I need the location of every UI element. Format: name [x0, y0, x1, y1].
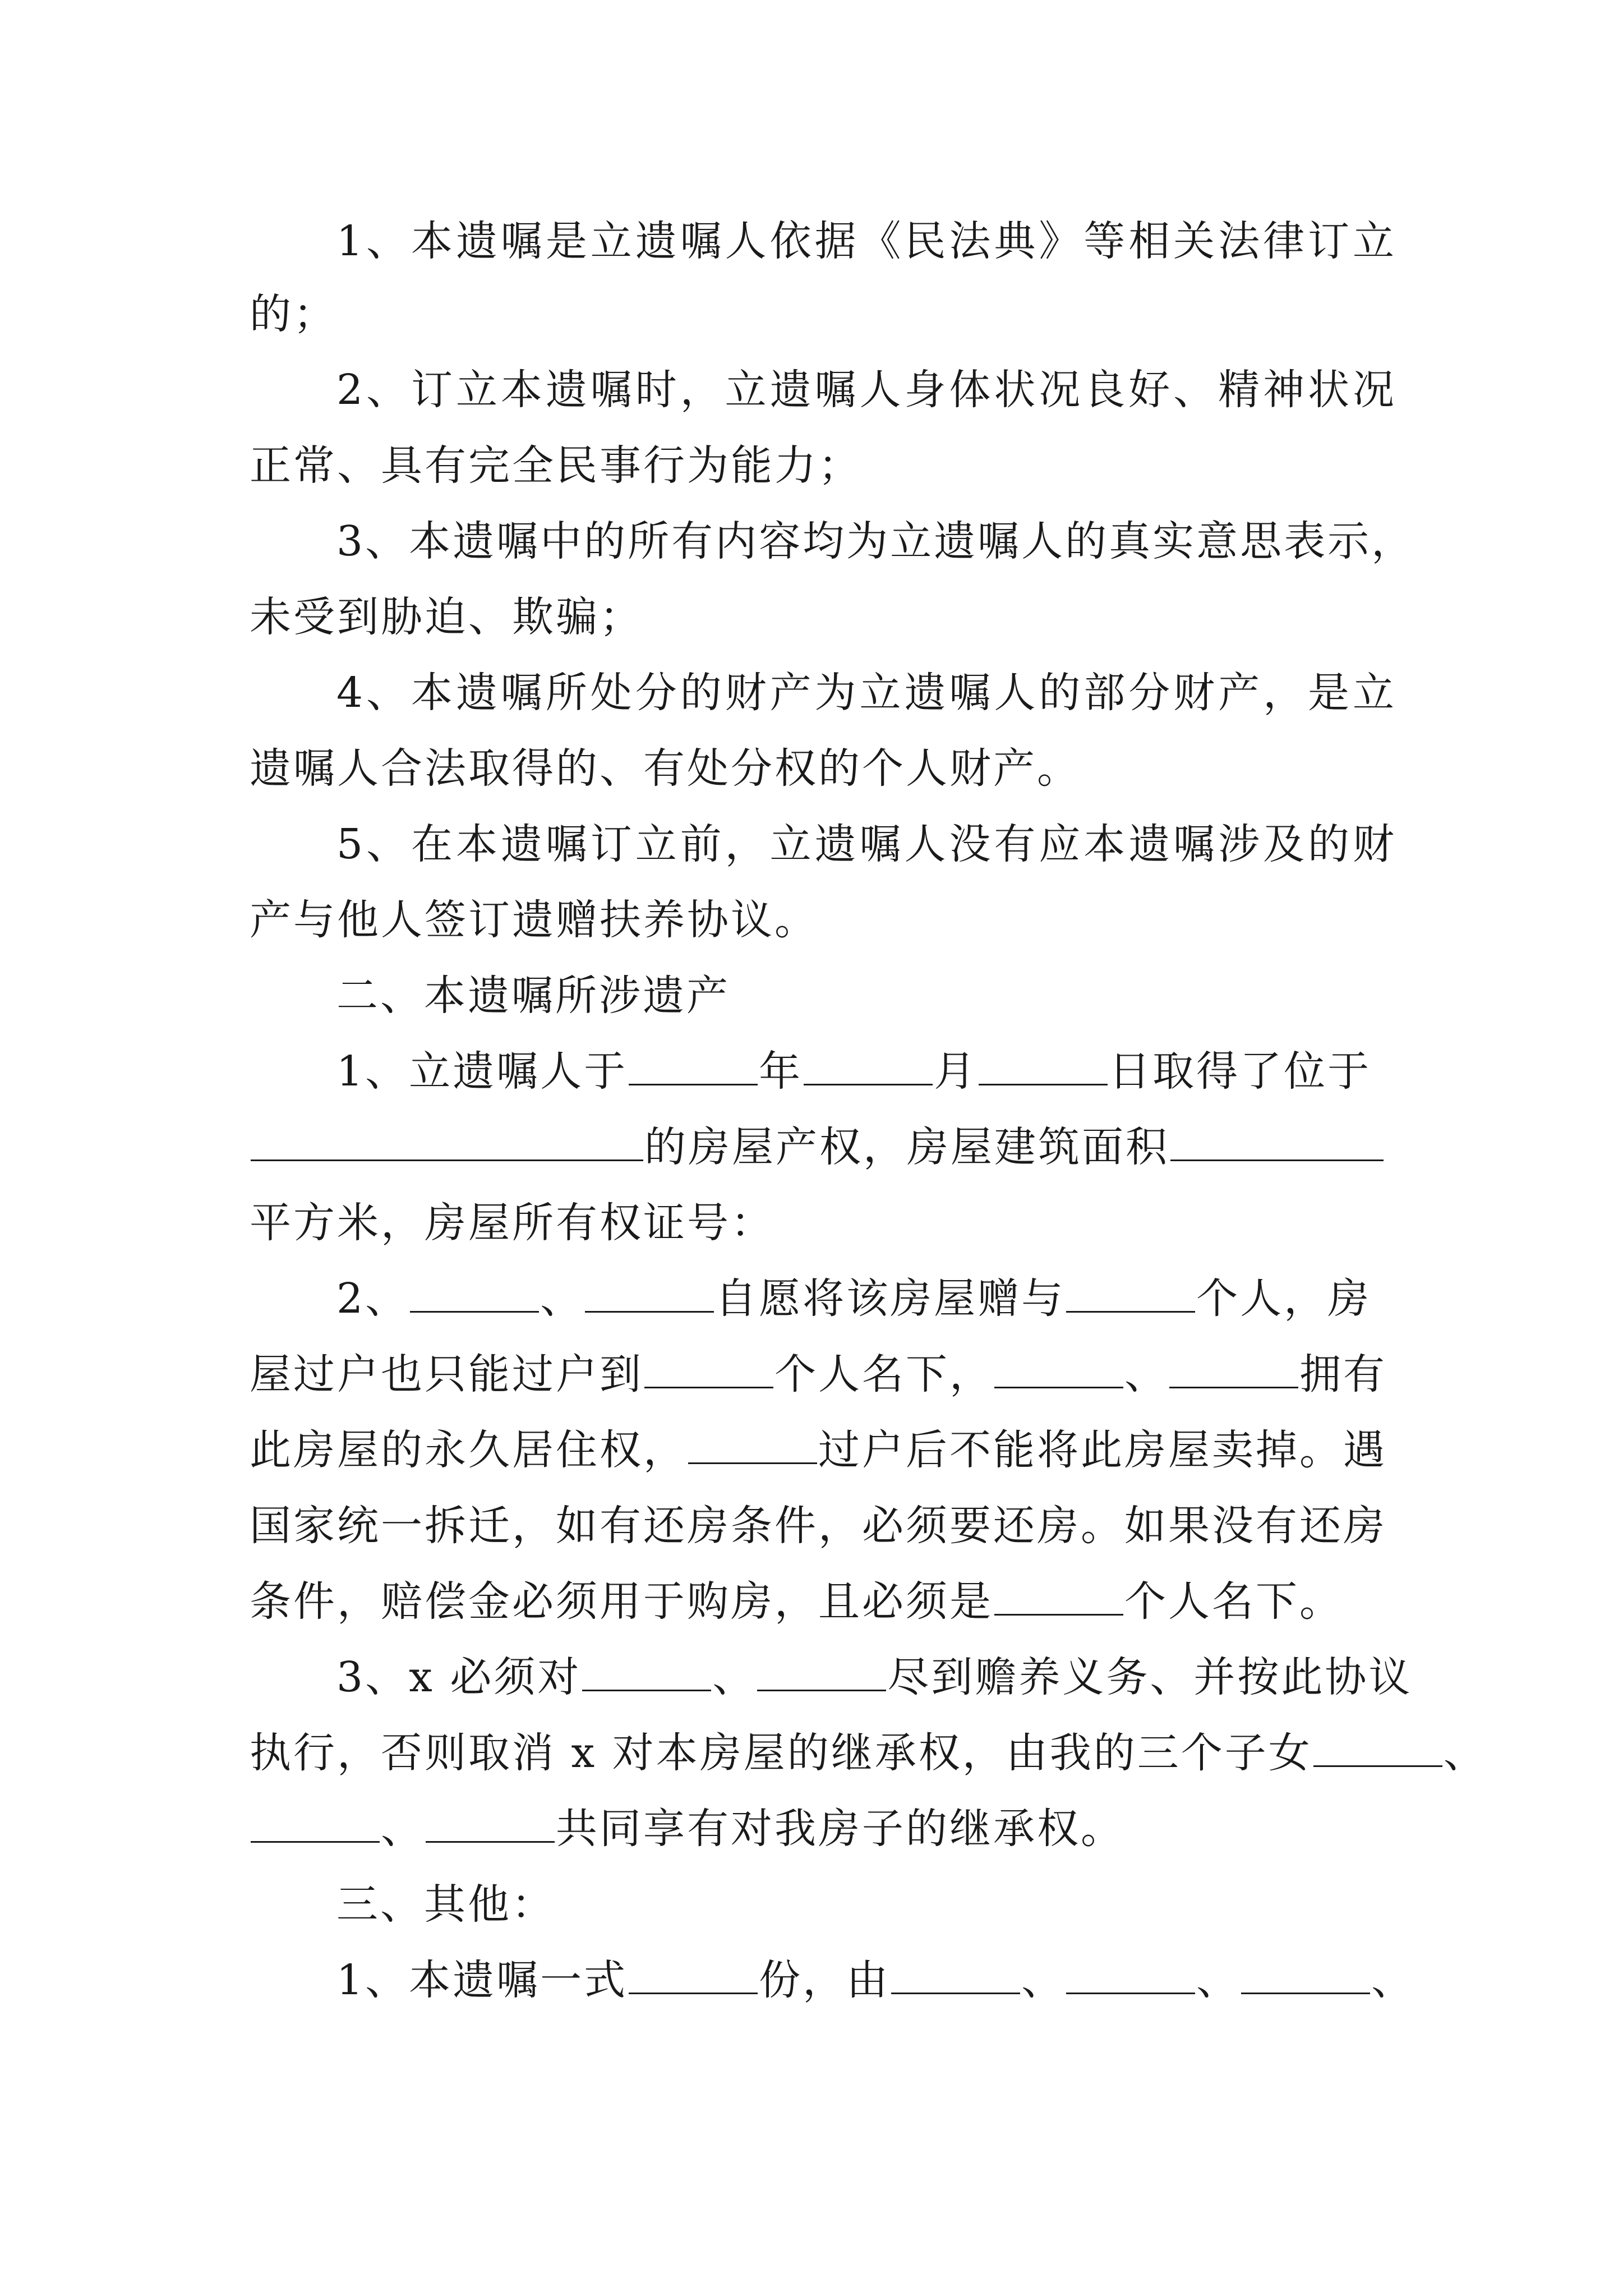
blank-field — [994, 1573, 1123, 1616]
text-line — [250, 1573, 1394, 1630]
text-line — [250, 1119, 1394, 1175]
text-segment: 日取得了位于 — [1109, 1047, 1372, 1096]
blank-field — [585, 1271, 714, 1313]
text-segment: 、 — [381, 1805, 425, 1853]
text-line — [336, 1649, 1413, 1705]
blank-field — [1066, 1271, 1195, 1313]
blank-field — [251, 1119, 643, 1161]
text-line: 未受到胁迫、欺骗； — [250, 593, 643, 641]
text-line: 的； — [250, 290, 337, 338]
text-segment: 共同享有对我房子的继承权。 — [556, 1805, 1124, 1853]
text-line — [250, 1801, 1394, 1857]
blank-field — [629, 1043, 758, 1085]
blank-field — [994, 1346, 1123, 1388]
text-segment: 年 — [759, 1047, 803, 1096]
text-segment: 此房屋的永久居住权， — [250, 1426, 687, 1474]
blank-field — [644, 1346, 773, 1388]
text-line: 国家统一拆迁，如有还房条件，必须要还房。如果没有还房 — [250, 1502, 1387, 1550]
text-segment: 条件，赔偿金必须用于购房，且必须是 — [250, 1577, 993, 1626]
text-segment: 、 — [1443, 1729, 1487, 1777]
text-segment: 、 — [1371, 1956, 1415, 2004]
text-line: 遗嘱人合法取得的、有处分权的个人财产。 — [250, 744, 1081, 793]
blank-field — [1313, 1725, 1442, 1767]
text-line: 1、本遗嘱是立遗嘱人依据《民法典》等相关法律订立 — [336, 217, 1396, 265]
text-segment: 个人名下， — [774, 1350, 993, 1398]
text-line: 正常、具有完全民事行为能力； — [250, 441, 862, 490]
section-heading: 三、其他： — [336, 1880, 555, 1929]
text-segment: 拥有 — [1299, 1350, 1387, 1398]
text-segment: 、 — [1196, 1956, 1241, 2004]
text-segment: 过户后不能将此房屋卖掉。遇 — [818, 1426, 1387, 1474]
blank-field — [804, 1043, 933, 1085]
text-line — [250, 1725, 1487, 1781]
text-line: 4、本遗嘱所处分的财产为立遗嘱人的部分财产，是立 — [336, 669, 1396, 717]
text-segment: 屋过户也只能过户到 — [250, 1350, 643, 1398]
blank-field — [426, 1801, 555, 1843]
text-segment: 、 — [1124, 1350, 1168, 1398]
text-segment: 份，由 — [759, 1956, 891, 2004]
blank-field — [1170, 1119, 1384, 1161]
text-line — [336, 1043, 1396, 1099]
blank-field — [251, 1801, 380, 1843]
text-segment: 1、本遗嘱一式 — [336, 1956, 628, 2004]
text-line — [250, 1422, 1394, 1478]
text-segment: 执行，否则取消 x 对本房屋的继承权，由我的三个子女 — [250, 1729, 1312, 1777]
text-segment: 尽到赡养义务、并按此协议 — [887, 1653, 1413, 1701]
blank-field — [757, 1649, 886, 1691]
blank-field — [891, 1952, 1020, 1994]
blank-field — [1241, 1952, 1370, 1994]
text-segment: 自愿将该房屋赠与 — [715, 1274, 1066, 1323]
text-segment: 个人，房 — [1196, 1274, 1372, 1323]
blank-field — [1066, 1952, 1195, 1994]
text-line: 产与他人签订遗赠扶养协议。 — [250, 896, 818, 944]
blank-field — [979, 1043, 1108, 1085]
text-line — [336, 1271, 1396, 1327]
text-line: 3、本遗嘱中的所有内容均为立遗嘱人的真实意思表示， — [336, 517, 1415, 565]
text-segment: 1、立遗嘱人于 — [336, 1047, 628, 1096]
text-line — [336, 1952, 1415, 2008]
text-segment: 个人名下。 — [1124, 1577, 1343, 1626]
text-segment: 2、 — [336, 1274, 409, 1323]
text-line: 2、订立本遗嘱时，立遗嘱人身体状况良好、精神状况 — [336, 366, 1396, 414]
blank-field — [688, 1422, 817, 1464]
text-segment: 的房屋产权，房屋建筑面积 — [644, 1123, 1169, 1171]
blank-field — [582, 1649, 711, 1691]
blank-field — [410, 1271, 539, 1313]
blank-field — [1169, 1346, 1298, 1388]
text-segment: 、 — [540, 1274, 584, 1323]
section-heading: 二、本遗嘱所涉遗产 — [336, 972, 730, 1020]
text-segment: 3、x 必须对 — [336, 1653, 582, 1701]
text-segment: 、 — [1021, 1956, 1066, 2004]
blank-field — [629, 1952, 758, 1994]
text-line: 平方米，房屋所有权证号： — [250, 1199, 774, 1247]
text-line — [250, 1346, 1394, 1402]
text-segment: 、 — [712, 1653, 757, 1701]
text-segment: 月 — [934, 1047, 978, 1096]
text-line: 5、在本遗嘱订立前，立遗嘱人没有应本遗嘱涉及的财 — [336, 820, 1396, 868]
